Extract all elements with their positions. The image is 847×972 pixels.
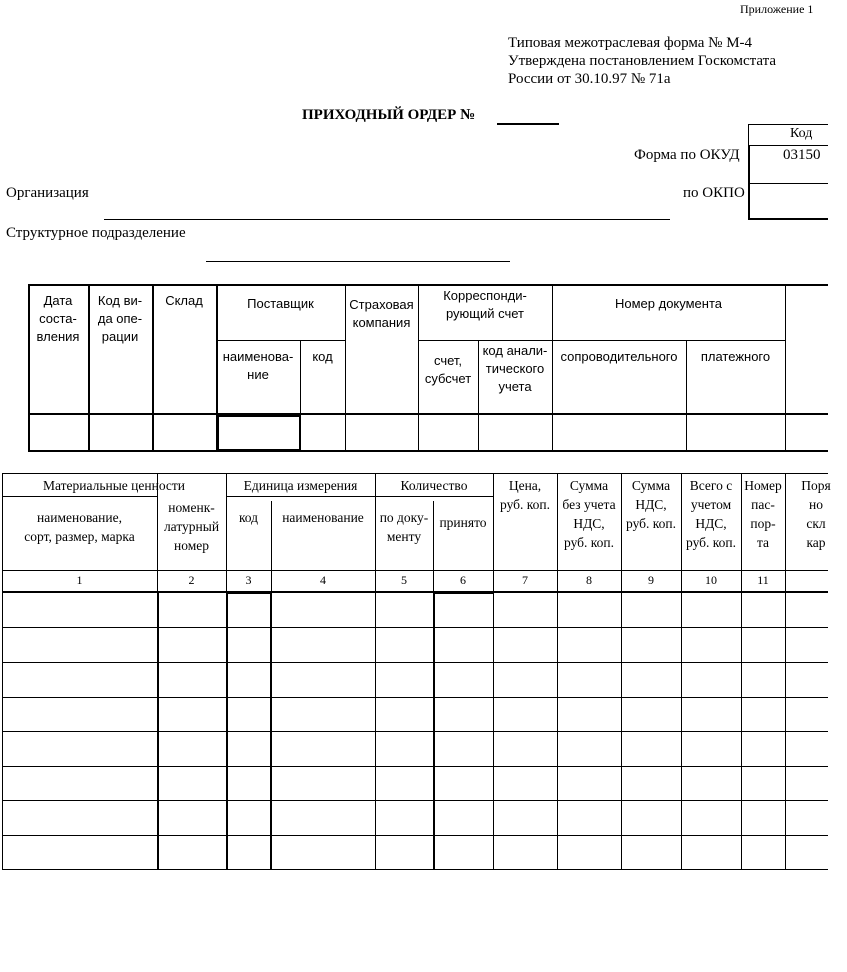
insurance-header: Страховая компания bbox=[349, 297, 414, 330]
doc-accompany-header: сопроводительного bbox=[560, 349, 678, 364]
table-row[interactable] bbox=[2, 767, 828, 801]
ordinal-header: Поря но скл кар bbox=[801, 478, 831, 550]
doc-payment-header: платежного bbox=[700, 349, 771, 364]
account-header: Корреспонди- рующий счет bbox=[443, 288, 527, 321]
t1-data-cell[interactable] bbox=[301, 415, 345, 451]
warehouse-header: Склад bbox=[165, 293, 203, 308]
column-number: 7 bbox=[522, 573, 528, 587]
mat-nomen-header: номенк- латурный номер bbox=[163, 500, 220, 553]
t1-hline-account bbox=[418, 340, 785, 341]
column-number: 5 bbox=[401, 573, 407, 587]
unit-code-header: код bbox=[238, 510, 259, 525]
t1-data-cell[interactable] bbox=[479, 415, 552, 451]
column-number: 11 bbox=[757, 573, 769, 587]
t1-data-cell[interactable] bbox=[419, 415, 478, 451]
unit-header: Единица измерения bbox=[243, 478, 358, 493]
t1-data-cell[interactable] bbox=[687, 415, 785, 451]
column-number: 8 bbox=[586, 573, 592, 587]
supplier-name-header: наименова- ние bbox=[222, 349, 294, 382]
table-row[interactable] bbox=[2, 628, 828, 663]
table-row[interactable] bbox=[2, 663, 828, 698]
t1-data-cell[interactable] bbox=[154, 415, 216, 451]
unit-name-header: наименование bbox=[282, 510, 364, 525]
supplier-header: Поставщик bbox=[247, 296, 314, 311]
docnum-header: Номер документа bbox=[614, 296, 722, 311]
t1-data-cell[interactable] bbox=[28, 415, 88, 451]
code-header: Код bbox=[790, 126, 813, 141]
column-number: 1 bbox=[76, 573, 83, 587]
supplier-name-input[interactable] bbox=[217, 415, 301, 451]
code-box-divider bbox=[748, 145, 828, 146]
column-number: 10 bbox=[705, 573, 717, 587]
column-number: 6 bbox=[460, 573, 466, 587]
form-line-3: России от 30.10.97 № 71а bbox=[508, 71, 671, 87]
code-box bbox=[748, 124, 828, 220]
t1-data-cell[interactable] bbox=[553, 415, 686, 451]
order-number-line[interactable] bbox=[497, 123, 559, 125]
table-row[interactable] bbox=[2, 698, 828, 732]
table-row[interactable] bbox=[2, 593, 828, 628]
table-row[interactable] bbox=[2, 836, 828, 870]
table-row[interactable] bbox=[2, 801, 828, 836]
t1-data-cell[interactable] bbox=[90, 415, 152, 451]
code-box-divider-2 bbox=[748, 183, 828, 184]
appendix-label: Приложение 1 bbox=[740, 2, 814, 16]
t1-hline-supplier bbox=[216, 340, 345, 341]
column-number: 2 bbox=[188, 573, 195, 587]
supplier-code-header: код bbox=[312, 349, 333, 364]
vat-header: Сумма НДС, руб. коп. bbox=[626, 478, 676, 531]
operation-code-header: Код ви- да опе- рации bbox=[97, 293, 143, 344]
t2-hline-numbers bbox=[2, 570, 828, 571]
page-title: ПРИХОДНЫЙ ОРДЕР № bbox=[302, 107, 476, 123]
form-approval-block bbox=[508, 34, 776, 88]
okud-value: 03150 bbox=[783, 147, 821, 163]
qty-accepted-header: принято bbox=[439, 515, 487, 530]
okud-label: Форма по ОКУД bbox=[634, 147, 740, 163]
t2-hline-unit-qty bbox=[226, 496, 493, 497]
sum-no-vat-header: Сумма без учета НДС, руб. коп. bbox=[562, 478, 616, 550]
organization-field-line[interactable] bbox=[104, 219, 670, 220]
subdivision-field-line[interactable] bbox=[206, 261, 510, 262]
t1-vline bbox=[785, 284, 786, 452]
subdivision-label: Структурное подразделение bbox=[6, 225, 186, 241]
form-line-2: Утверждена постановлением Госкомстата bbox=[508, 53, 777, 69]
date-header: Дата соста- вления bbox=[36, 293, 80, 344]
account-analytic-header: код анали- тического учета bbox=[482, 343, 548, 394]
column-number: 4 bbox=[320, 573, 326, 587]
price-header: Цена, руб. коп. bbox=[500, 478, 550, 512]
t2-hline-mat bbox=[2, 496, 157, 497]
passport-header: Номер пас- пор- та bbox=[744, 478, 782, 550]
okpo-label: по ОКПО bbox=[683, 185, 745, 201]
column-number: 9 bbox=[648, 573, 654, 587]
column-number: 3 bbox=[245, 573, 252, 587]
mat-name-header: наименование, сорт, размер, марка bbox=[24, 510, 135, 544]
table-row[interactable] bbox=[2, 732, 828, 767]
account-sub-header: счет, субсчет bbox=[424, 353, 472, 386]
total-header: Всего с учетом НДС, руб. коп. bbox=[686, 478, 736, 550]
organization-label: Организация bbox=[6, 185, 89, 201]
form-line-1: Типовая межотраслевая форма № М-4 bbox=[508, 35, 753, 51]
quantity-header: Количество bbox=[400, 478, 468, 493]
qty-doc-header: по доку- менту bbox=[379, 510, 429, 544]
materials-header: Материальные ценности bbox=[42, 478, 186, 493]
